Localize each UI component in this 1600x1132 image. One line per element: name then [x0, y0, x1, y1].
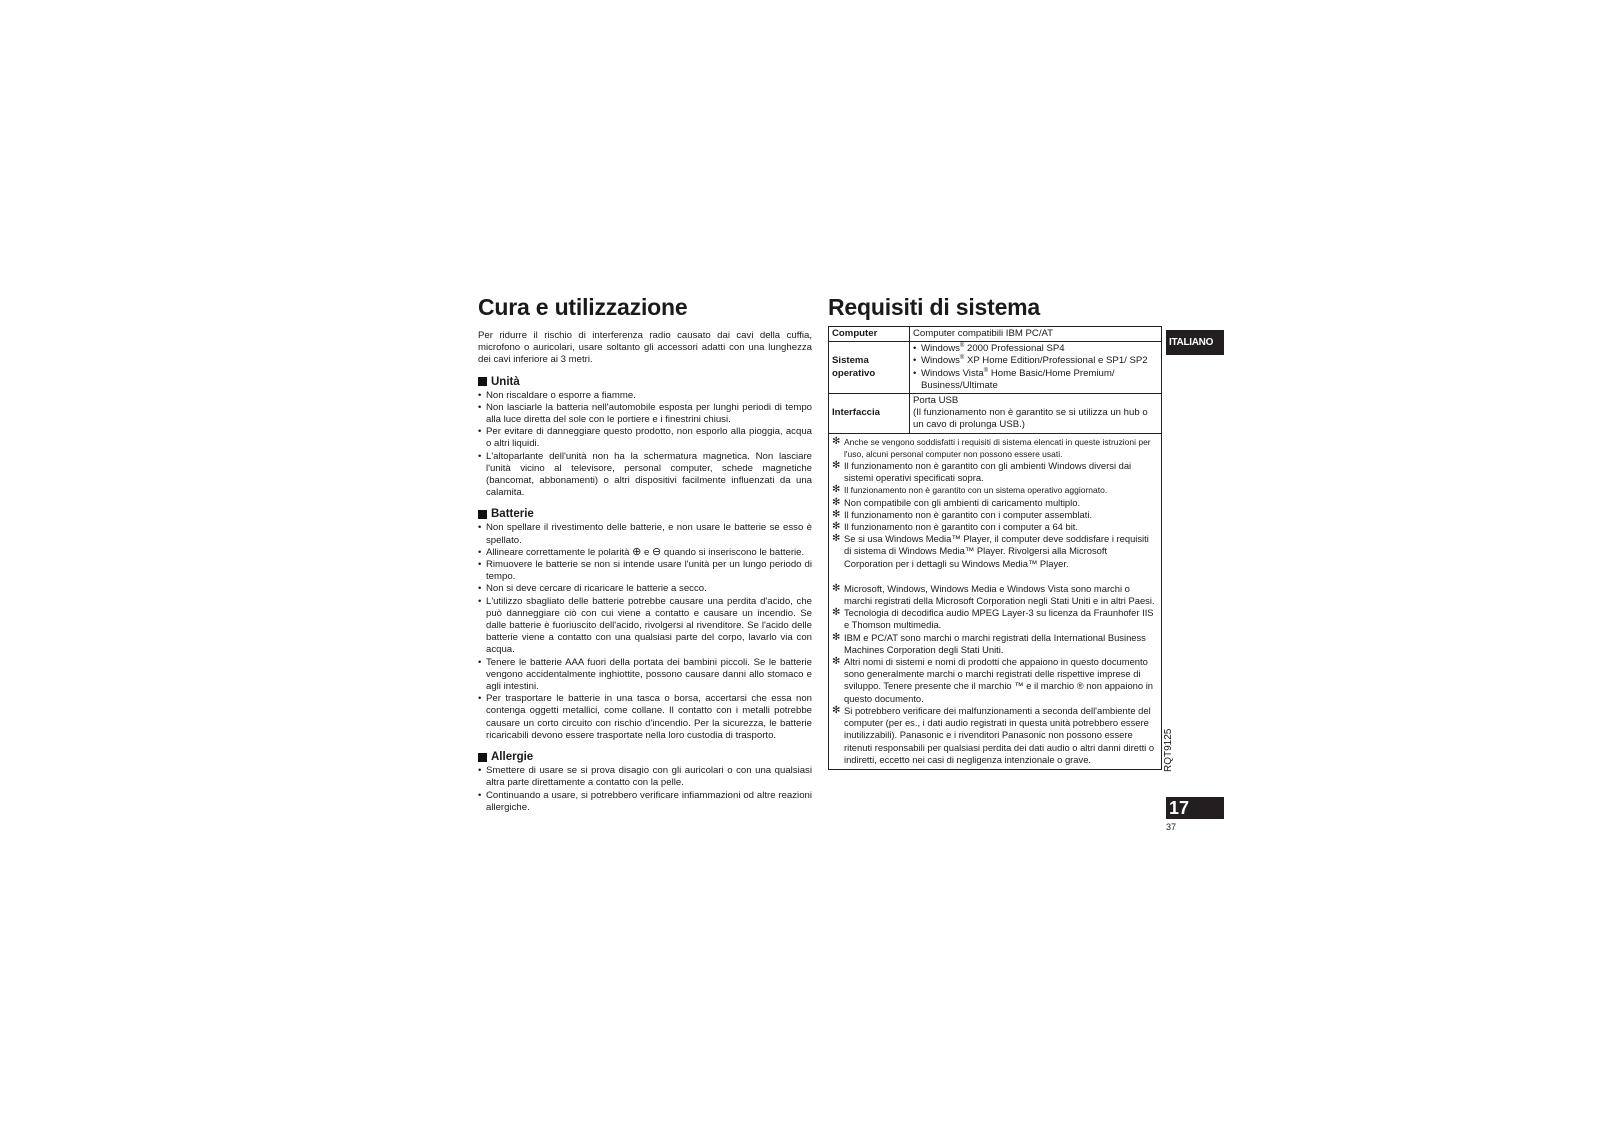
os-label: Sistema operativo — [829, 342, 910, 394]
minus-polarity-icon: ⊖ — [652, 545, 662, 558]
language-tab: ITALIANO — [1166, 330, 1224, 355]
list-item: • Per evitare di danneggiare questo prodotto, non esporlo alla pioggia, acqua o altri liquidi. — [478, 426, 812, 450]
interface-label: Interfaccia — [829, 394, 910, 434]
section-title-care: Cura e utilizzazione — [478, 294, 688, 320]
asterisk-icon: ✻ — [832, 533, 841, 545]
list-item: • Per trasportare le batterie in una tasca o borsa, accertarsi che essa non contenga oggetti metallici, come collane. Il contatto con i metalli potrebbe causare un corto circuito con rischio d'incendio. Per la sicurezza, le batterie ricaricabili devono essere trasportate nella loro custodia di trasporto. — [478, 693, 812, 742]
note-item: ✻ Il funzionamento non è garantito con gli ambienti Windows diversi dai sistemi operativi specificati sopra. — [832, 460, 1132, 484]
asterisk-icon: ✻ — [832, 460, 841, 472]
asterisk-icon: ✻ — [832, 631, 841, 643]
list-item: • Non riscaldare o esporre a fiamme. — [478, 390, 812, 402]
trademark-item: ✻ Altri nomi di sistemi e nomi di prodotti che appaiono in questo documento sono generalmente marchi o marchi registrati delle rispettive imprese di sviluppo. Tenere presente che il marchio ™ e il marchio ® non appaiono in questo documento. — [832, 656, 1153, 704]
black-square-icon — [478, 377, 487, 386]
list-item: • Smettere di usare se si prova disagio con gli auricolari o con una qualsiasi altra parte direttamente a contatto con la pelle. — [478, 765, 812, 789]
list-item: • L'altoparlante dell'unità non ha la schermatura magnetica. Non lasciare l'unità vicino al televisore, personal computer, schede magnetiche (bancomat, abbonamenti) o altri dispositivi facilmente influenzati da una calamita. — [478, 451, 812, 500]
asterisk-icon: ✻ — [832, 496, 841, 508]
page-badge: 17 — [1166, 797, 1224, 819]
asterisk-icon: ✻ — [832, 656, 841, 668]
computer-label: Computer — [829, 327, 910, 342]
allergie-section — [478, 750, 812, 814]
allergie-list — [478, 765, 812, 814]
black-square-icon — [478, 753, 487, 762]
asterisk-icon: ✻ — [832, 435, 841, 447]
table-row — [829, 394, 1162, 434]
note-item: ✻ Non compatibile con gli ambienti di caricamento multiplo. — [832, 496, 1081, 508]
trademark-item: ✻ Microsoft, Windows, Windows Media e Windows Vista sono marchi o marchi registrati della Microsoft Corporation negli Stati Uniti e in altri Paesi. — [832, 582, 1155, 607]
note-item: ✻ Il funzionamento non è garantito con un sistema operativo aggiornato. — [832, 484, 1108, 496]
list-item: • L'utilizzo sbagliato delle batterie potrebbe causare una perdita d'acido, che può danneggiare ciò con cui viene a contatto e causare un incendio. Se dalle batterie è fuoriuscito dell'acido, rivolgersi al rivenditore. Se l'acido delle batterie viene a contatto con una qualsiasi parte del corpo, lavarlo via con acqua. — [478, 596, 812, 657]
list-item: • Continuando a usare, si potrebbero verificare infiammazioni od altre reazioni allergiche. — [478, 790, 812, 814]
list-item: • Non si deve cercare di ricaricare le batterie a secco. — [478, 583, 812, 595]
asterisk-icon: ✻ — [832, 607, 841, 619]
intro-paragraph: Per ridurre il rischio di interferenza radio causato dai cavi della cuffia, microfono o auricolari, usare soltanto gli accessori adatti con una lunghezza dei cavi inferiore ai 3 metri. — [478, 330, 812, 366]
left-column — [478, 293, 812, 814]
computer-value: Computer compatibili IBM PC/AT — [910, 327, 1162, 342]
list-item: • Rimuovere le batterie se non si intende usare l'unità per un lungo periodo di tempo. — [478, 559, 812, 583]
table-row — [829, 327, 1162, 342]
right-column — [828, 293, 1162, 770]
list-item-polarity: • Allineare correttamente le polarità ⊕ e ⊖ quando si inseriscono le batterie. — [478, 547, 812, 559]
note-item: ✻ Il funzionamento non è garantito con i computer a 64 bit. — [832, 521, 1078, 533]
batterie-heading: Batterie — [491, 508, 534, 521]
trademark-item: ✻ IBM e PC/AT sono marchi o marchi registrati della International Business Machines Corporation degli Stati Uniti. — [832, 631, 1146, 655]
asterisk-icon: ✻ — [832, 508, 841, 520]
note-item: ✻ Anche se vengono soddisfatti i requisiti di sistema elencati in queste istruzioni per l'uso, alcuni personal computer non possono essere usati. — [832, 435, 1151, 459]
batterie-list — [478, 522, 812, 742]
section-title-requirements: Requisiti di sistema — [828, 294, 1041, 320]
asterisk-icon: ✻ — [832, 484, 841, 496]
note-item: ✻ Se si usa Windows Media™ Player, il computer deve soddisfare i requisiti di sistema di Windows Media™ Player. Rivolgersi alla Microsoft Corporation per i dettagli su Windows Media™ Player. — [832, 533, 1149, 569]
list-item: • Tenere le batterie AAA fuori della portata dei bambini piccoli. Se le batterie vengono accidentalmente inghiottite, possono causare danni allo stomaco e agli intestini. — [478, 657, 812, 694]
black-square-icon — [478, 510, 487, 519]
allergie-heading: Allergie — [491, 751, 534, 764]
page-number: 37 — [1166, 822, 1177, 832]
table-row — [829, 342, 1162, 394]
trademark-item: ✻ Tecnologia di decodifica audio MPEG Layer-3 su licenza da Fraunhofer IIS e Thomson multimedia. — [832, 607, 1154, 631]
list-item: • Windows® XP Home Edition/Professional e SP1/ SP2 — [913, 355, 1158, 367]
unita-section — [478, 375, 812, 500]
requirements-table — [828, 326, 1162, 434]
plus-polarity-icon: ⊕ — [632, 545, 642, 558]
list-item: • Non lasciarle la batteria nell'automobile esposta per lunghi periodi di tempo alla luce diretta del sole con le portiere e i finestrini chiusi. — [478, 402, 812, 426]
list-item: • Windows® 2000 Professional SP4 — [913, 343, 1158, 355]
list-item: • Non spellare il rivestimento delle batterie, e non usare le batterie se esso è spellato. — [478, 522, 812, 546]
interface-note: (Il funzionamento non è garantito se si utilizza un hub o un cavo di prolunga USB.) — [913, 407, 1148, 431]
list-item: • Windows Vista® Home Basic/Home Premium/ Business/Ultimate — [913, 368, 1158, 392]
unita-heading: Unità — [491, 375, 520, 388]
unita-list — [478, 390, 812, 500]
asterisk-icon: ✻ — [832, 521, 841, 533]
trademark-item: ✻ Si potrebbero verificare dei malfunzionamenti a seconda dell'ambiente del computer (per es., i dati audio registrati in questa unità potrebbero essere inutilizzabili). Panasonic e i rivenditori Panasonic non possono essere ritenuti responsabili per qualsiasi perdita dei dati audio o altri danni diretti o indiretti, eccetto nei casi di negligenza intenzionale o grave. — [832, 704, 1155, 765]
os-list — [913, 343, 1158, 392]
asterisk-icon: ✻ — [832, 582, 841, 594]
notes-box — [828, 434, 1162, 770]
document-code: RQT9125 — [1163, 728, 1174, 772]
asterisk-icon: ✻ — [832, 704, 841, 716]
batterie-section — [478, 507, 812, 742]
interface-value: Porta USB — [913, 395, 959, 407]
note-item: ✻ Il funzionamento non è garantito con i computer assemblati. — [832, 508, 1093, 520]
